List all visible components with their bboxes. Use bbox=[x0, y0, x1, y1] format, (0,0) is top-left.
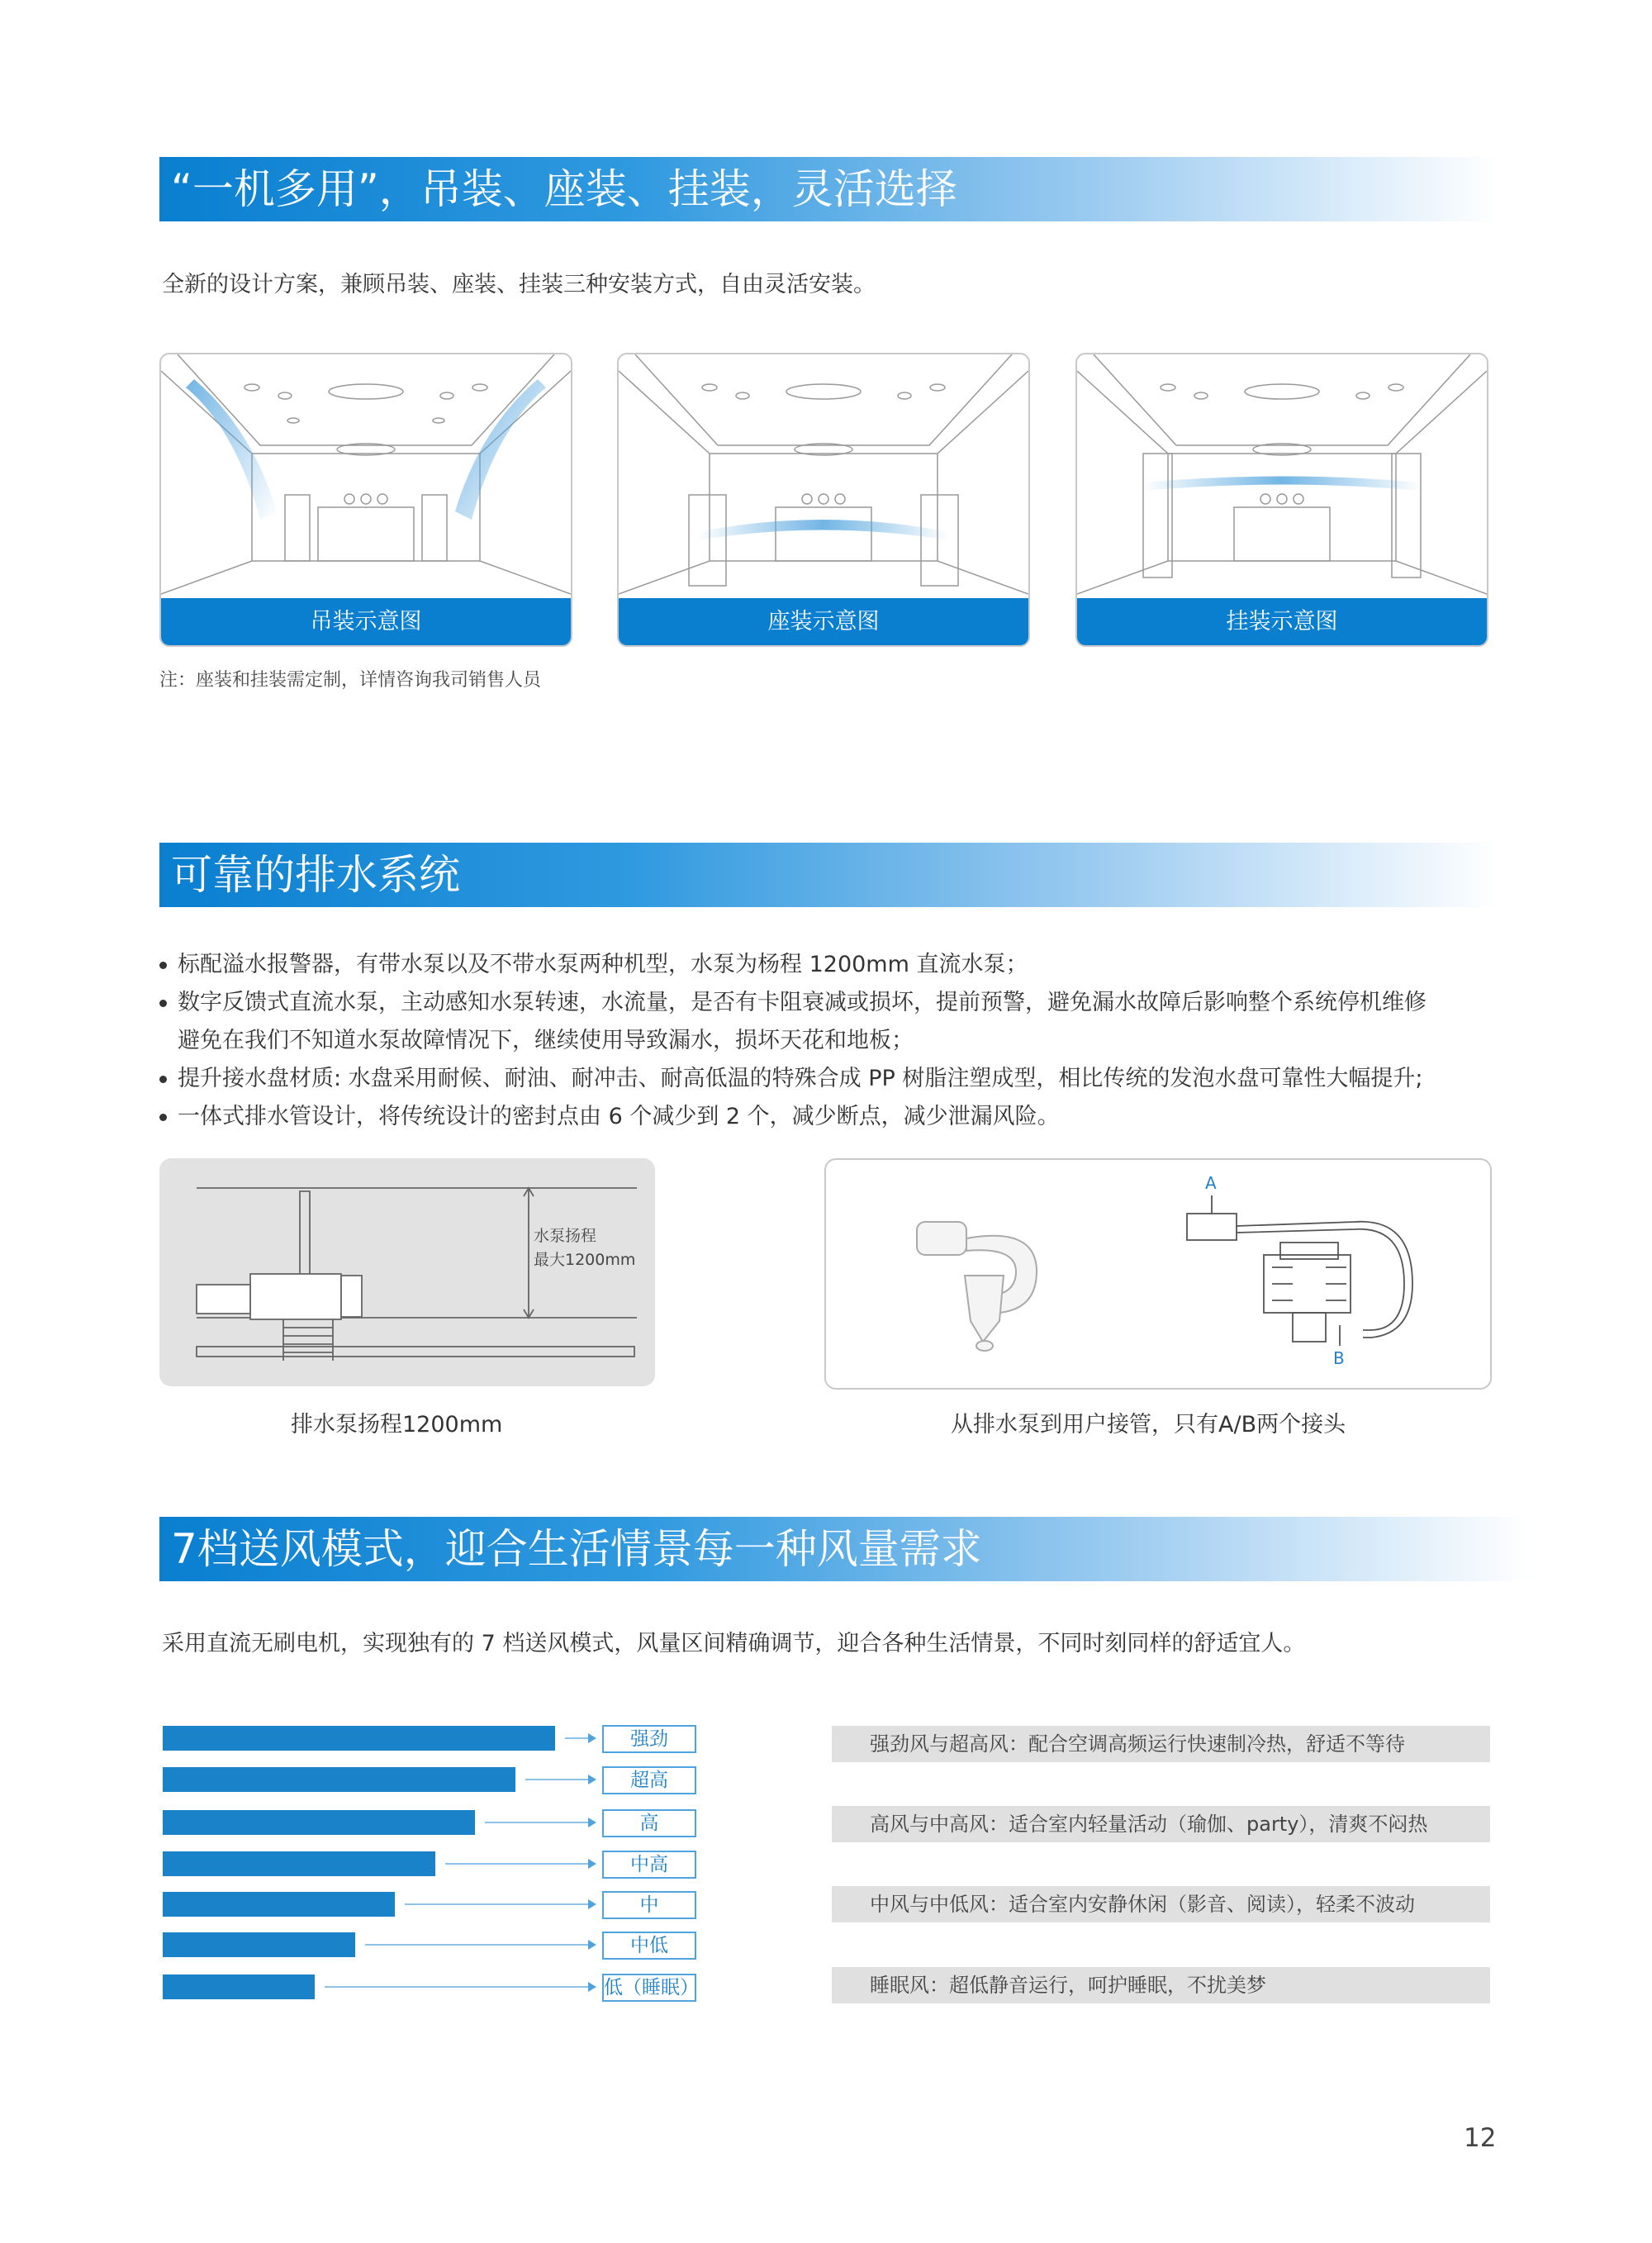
fan-level-bar bbox=[163, 1851, 435, 1876]
card-wall-mount bbox=[1075, 353, 1488, 647]
fan-level-bar bbox=[163, 1975, 315, 1999]
fan-mode-description: 强劲风与超高风：配合空调高频运行快速制冷热，舒适不等待 bbox=[832, 1726, 1490, 1762]
card-label: 吊装示意图 bbox=[161, 598, 571, 645]
fan-modes-intro: 采用直流无刷电机，实现独有的 7 档送风模式，风量区间精确调节，迎合各种生活情景，不同时刻同样的舒适宜人。 bbox=[162, 1631, 1306, 1656]
pump-connection-diagram bbox=[824, 1158, 1492, 1390]
fan-level-arrow-line bbox=[325, 1986, 589, 1988]
arrow-right-icon bbox=[588, 1982, 596, 1992]
section-banner-installation bbox=[159, 157, 1498, 221]
arrow-right-icon bbox=[588, 1733, 596, 1743]
installation-note: 注：座装和挂装需定制，详情咨询我司销售人员 bbox=[159, 670, 542, 691]
fan-level-arrow-line bbox=[405, 1903, 589, 1905]
fan-level-bar bbox=[163, 1892, 395, 1917]
connector-a-label: A bbox=[1205, 1173, 1217, 1193]
fan-level-arrow-line bbox=[525, 1779, 590, 1780]
fan-level-label: 低（睡眠） bbox=[602, 1974, 696, 2002]
arrow-right-icon bbox=[588, 1940, 596, 1950]
arrow-right-icon bbox=[588, 1899, 596, 1909]
fan-level-bar bbox=[163, 1810, 475, 1835]
fan-level-label: 超高 bbox=[602, 1766, 696, 1794]
card-label: 挂装示意图 bbox=[1077, 598, 1487, 645]
bullet-item: 提升接水盘材质: 水盘采用耐候、耐油、耐冲击、耐高低温的特殊合成 PP 树脂注塑成型，相比传统的发泡水盘可靠性大幅提升; bbox=[159, 1060, 1498, 1098]
drainage-bullets bbox=[159, 946, 1498, 1136]
bullet-dot-icon bbox=[159, 1000, 167, 1007]
fan-level-label: 中低 bbox=[602, 1932, 696, 1960]
caption-pump-connection: 从排水泵到用户接管，只有A/B两个接头 bbox=[951, 1412, 1346, 1438]
section-title: 可靠的排水系统 bbox=[171, 851, 460, 899]
fan-level-arrow-line bbox=[565, 1737, 589, 1739]
arrow-right-icon bbox=[588, 1818, 596, 1827]
wall-mount-illustration bbox=[1077, 354, 1487, 602]
fan-level-arrow-line bbox=[485, 1822, 589, 1823]
ceiling-mount-illustration bbox=[161, 354, 571, 602]
pump-lift-drawing bbox=[159, 1158, 655, 1386]
fan-level-arrow-line bbox=[365, 1944, 590, 1946]
card-floor-mount bbox=[617, 353, 1030, 647]
section-title: “一机多用”，吊装、座装、挂装，灵活选择 bbox=[171, 165, 957, 213]
fan-level-label: 中高 bbox=[602, 1851, 696, 1879]
card-ceiling-mount bbox=[159, 353, 572, 647]
section-banner-fan-modes bbox=[159, 1517, 1531, 1581]
fan-level-bar bbox=[163, 1767, 515, 1792]
page-number: 12 bbox=[1464, 2123, 1497, 2153]
caption-pump-lift: 排水泵扬程1200mm bbox=[291, 1412, 503, 1438]
fan-mode-description: 睡眠风：超低静音运行，呵护睡眠，不扰美梦 bbox=[832, 1967, 1490, 2003]
bullet-dot-icon bbox=[159, 1114, 167, 1121]
bullet-item: 数字反馈式直流水泵，主动感知水泵转速，水流量，是否有卡阻衰减或损坏，提前预警，避免漏水故障后影响整个系统停机维修 bbox=[159, 984, 1498, 1022]
arrow-right-icon bbox=[588, 1859, 596, 1869]
floor-mount-illustration bbox=[619, 354, 1028, 602]
pump-lift-label-line1: 水泵扬程 bbox=[534, 1227, 597, 1245]
bullet-item: 标配溢水报警器，有带水泵以及不带水泵两种机型，水泵为杨程 1200mm 直流水泵； bbox=[159, 946, 1498, 984]
bullet-dot-icon bbox=[159, 962, 167, 969]
connector-b-label: B bbox=[1333, 1348, 1345, 1368]
fan-level-label: 强劲 bbox=[602, 1725, 696, 1753]
arrow-right-icon bbox=[588, 1775, 596, 1784]
fan-mode-description: 中风与中低风：适合室内安静休闲（影音、阅读），轻柔不波动 bbox=[832, 1886, 1490, 1922]
fan-level-label: 高 bbox=[602, 1809, 696, 1837]
section-title: 7档送风模式，迎合生活情景每一种风量需求 bbox=[171, 1525, 982, 1573]
card-label: 座装示意图 bbox=[619, 598, 1028, 645]
pump-lift-diagram bbox=[159, 1158, 655, 1386]
bullet-item-continuation: 避免在我们不知道水泵故障情况下，继续使用导致漏水，损坏天花和地板； bbox=[178, 1028, 914, 1053]
bullet-dot-icon bbox=[159, 1076, 167, 1083]
pump-lift-label-line2: 最大1200mm bbox=[534, 1251, 636, 1269]
pump-connection-drawing bbox=[826, 1160, 1490, 1388]
fan-level-bar bbox=[163, 1932, 355, 1957]
section-banner-drainage bbox=[159, 843, 1498, 907]
intro-text: 全新的设计方案，兼顾吊装、座装、挂装三种安装方式，自由灵活安装。 bbox=[162, 272, 876, 297]
fan-level-arrow-line bbox=[445, 1863, 590, 1865]
fan-mode-description: 高风与中高风：适合室内轻量活动（瑜伽、party），清爽不闷热 bbox=[832, 1806, 1490, 1842]
fan-level-bar bbox=[163, 1726, 555, 1751]
bullet-item: 一体式排水管设计，将传统设计的密封点由 6 个减少到 2 个，减少断点，减少泄漏风险。 bbox=[159, 1098, 1498, 1136]
fan-level-label: 中 bbox=[602, 1891, 696, 1919]
